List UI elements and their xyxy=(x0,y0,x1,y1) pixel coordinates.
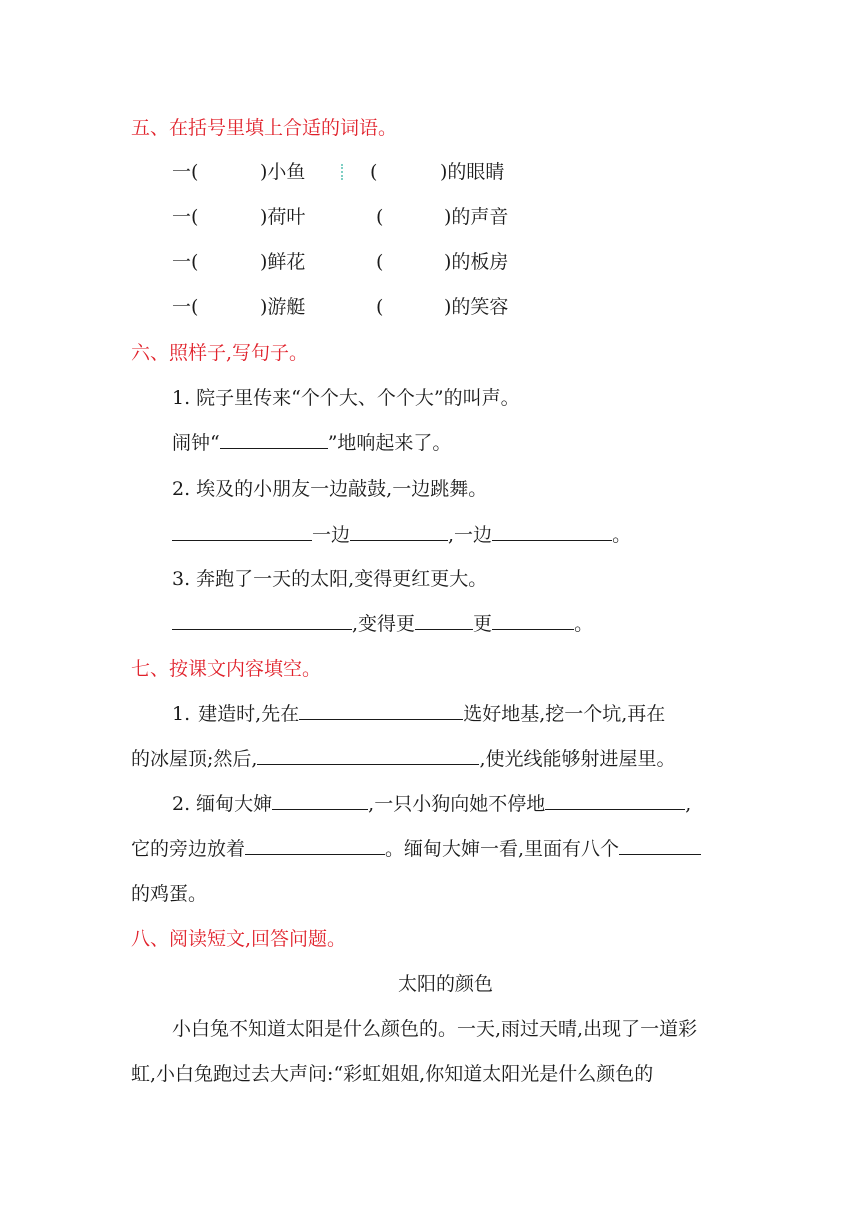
q1-fill-suffix: ”地响起来了。 xyxy=(327,432,452,454)
q1-text-a: 1. 建造时,先在 xyxy=(172,703,300,725)
row-4-left-open: 一( xyxy=(172,296,199,318)
answer-blank[interactable] xyxy=(245,836,385,855)
section-6-q1-fill xyxy=(172,429,451,457)
dotted-mark xyxy=(341,164,345,180)
answer-blank[interactable] xyxy=(492,611,574,630)
section-7-q2-line3: 的鸡蛋。 xyxy=(131,883,208,905)
row-2-left-word: )荷叶 xyxy=(260,206,306,228)
q2-fill-c: 。 xyxy=(612,524,632,546)
section-7-q1-line2 xyxy=(131,745,676,773)
passage-line-2: 虹,小白兔跑过去大声问:“彩虹姐姐,你知道太阳光是什么颜色的 xyxy=(131,1063,654,1085)
q1-text-b: 选好地基,挖一个坑,再在 xyxy=(463,703,666,725)
q2-text-b: ,一只小狗向她不停地 xyxy=(368,793,546,815)
answer-blank[interactable] xyxy=(545,791,685,810)
section-6-q2-fill xyxy=(172,521,631,549)
section-5-heading: 五、在括号里填上合适的词语。 xyxy=(131,117,398,139)
q1-text-c: 的冰屋顶;然后, xyxy=(131,748,258,770)
answer-blank[interactable] xyxy=(172,522,312,541)
q2-fill-b: ,一边 xyxy=(448,524,493,546)
q1-fill-prefix: 闹钟“ xyxy=(172,432,220,454)
section-7-q2-line2 xyxy=(131,835,701,863)
answer-blank[interactable] xyxy=(172,611,352,630)
row-1-right-open: ( xyxy=(370,161,378,183)
section-7-heading: 七、按课文内容填空。 xyxy=(131,658,322,680)
row-3-right-word: )的板房 xyxy=(444,251,509,273)
section-6-q3: 3. 奔跑了一天的太阳,变得更红更大。 xyxy=(172,568,488,590)
row-1-left-open: 一( xyxy=(172,161,199,183)
section-8-heading: 八、阅读短文,回答问题。 xyxy=(131,928,347,950)
q2-text-e: 。缅甸大婶一看,里面有八个 xyxy=(385,838,620,860)
row-3-left-open: 一( xyxy=(172,251,199,273)
answer-blank[interactable] xyxy=(619,836,701,855)
section-7-q2-line1 xyxy=(172,790,691,818)
answer-blank[interactable] xyxy=(415,611,473,630)
q2-text-a: 2. 缅甸大婶 xyxy=(172,793,273,815)
row-2-left-open: 一( xyxy=(172,206,199,228)
q3-fill-b: 更 xyxy=(473,613,493,635)
row-1-right-word: )的眼睛 xyxy=(440,161,505,183)
answer-blank[interactable] xyxy=(220,430,328,449)
section-6-q1: 1. 院子里传来“个个大、个个大”的叫声。 xyxy=(172,387,520,409)
row-2-right-open: ( xyxy=(376,206,384,228)
passage-line-1: 小白兔不知道太阳是什么颜色的。一天,雨过天晴,出现了一道彩 xyxy=(172,1018,698,1040)
answer-blank[interactable] xyxy=(350,522,448,541)
answer-blank[interactable] xyxy=(492,522,612,541)
section-6-heading: 六、照样子,写句子。 xyxy=(131,342,309,364)
section-7-q1-line1 xyxy=(172,700,665,728)
row-1-left-word: )小鱼 xyxy=(260,161,306,183)
passage-title: 太阳的颜色 xyxy=(398,973,494,995)
row-4-left-word: )游艇 xyxy=(260,296,306,318)
answer-blank[interactable] xyxy=(272,791,368,810)
row-4-right-word: )的笑容 xyxy=(444,296,509,318)
answer-blank[interactable] xyxy=(257,746,479,765)
q2-fill-a: 一边 xyxy=(312,524,351,546)
q3-fill-a: ,变得更 xyxy=(352,613,416,635)
row-4-right-open: ( xyxy=(376,296,384,318)
q1-text-d: ,使光线能够射进屋里。 xyxy=(479,748,676,770)
section-6-q2: 2. 埃及的小朋友一边敲鼓,一边跳舞。 xyxy=(172,478,488,500)
row-3-right-open: ( xyxy=(376,251,384,273)
row-3-left-word: )鲜花 xyxy=(260,251,306,273)
q2-text-c: , xyxy=(685,793,692,815)
q3-fill-c: 。 xyxy=(574,613,594,635)
answer-blank[interactable] xyxy=(299,701,463,720)
q2-text-d: 它的旁边放着 xyxy=(131,838,246,860)
section-6-q3-fill xyxy=(172,610,593,638)
row-2-right-word: )的声音 xyxy=(444,206,509,228)
